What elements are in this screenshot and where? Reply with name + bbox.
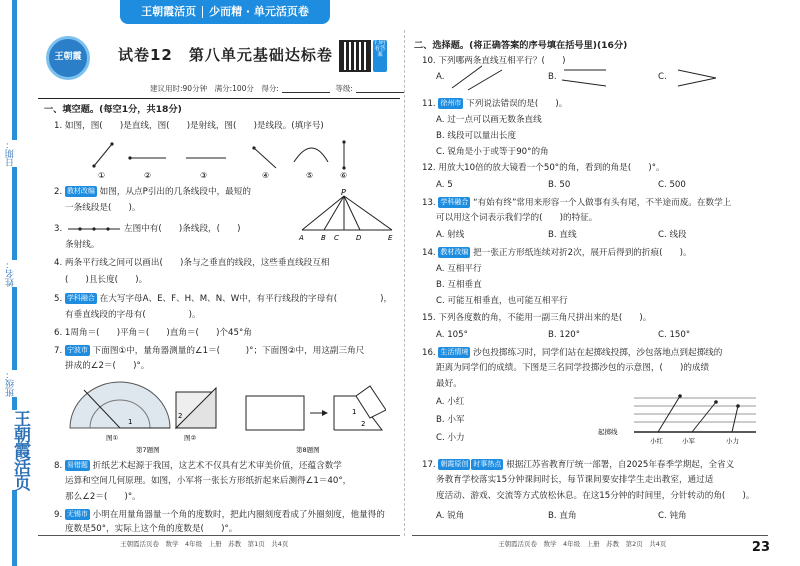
exam-meta xyxy=(150,84,407,94)
q17-text: 17. 朝霞原创 时事热点 根据江苏省教育厅统一部署，自2025年春季学期起，全省义 xyxy=(422,460,735,470)
banner-brand: 王朝霞活页 xyxy=(141,4,197,18)
q10-figures xyxy=(446,62,746,92)
q13-opt-a[interactable]: A. 射线 xyxy=(436,230,465,240)
q14-opt-b[interactable]: B. 互相垂直 xyxy=(436,280,482,290)
q17-tag2: 时事热点 xyxy=(473,460,502,468)
q5-text: 5. 学科融合 在大写字母A、E、F、H、M、N、W中，有平行线段的字母有( )， xyxy=(54,294,393,304)
q15-opt-b[interactable]: B. 120° xyxy=(548,330,581,340)
q14-opt-a[interactable]: A. 互相平行 xyxy=(436,264,482,274)
q17-line3: 度活动、游戏、交流等方式放松休息。在这15分钟的时间里，分针转动的角( )。 xyxy=(436,491,755,501)
q10-text: 10. 下列哪两条直线互相平行？( ) xyxy=(422,56,566,66)
column-divider xyxy=(404,30,405,536)
q13-text: 13. 学科融合 “有始有终”常用来形容一个人做事有头有尾，不半途而废。在数学上 xyxy=(422,198,732,208)
point-c: C xyxy=(334,234,339,242)
q2-text: 2. 教材改编 如图，从点P引出的几条线段中，最短的 xyxy=(54,187,251,197)
level-blank[interactable] xyxy=(356,92,404,93)
q17-line2: 务教育学校落实15分钟课间时长，每节课间要安排学生走出教室，通过适 xyxy=(436,475,714,485)
fig7-sub2: 图② xyxy=(184,434,197,442)
q16-line1: 沙包投掷练习时，同学们站在起掷线投掷，沙包落地点到起掷线的 xyxy=(473,348,723,358)
publisher-logo xyxy=(46,36,90,80)
q1-text: 1. 如图，图( )是直线，图( )是射线，图( )是线段。(填序号) xyxy=(54,121,324,131)
q13-line2: 可以用这个词表示我们学的( )的特征。 xyxy=(436,213,598,223)
footer-rule-left xyxy=(38,535,400,536)
q11-opt-a[interactable]: A. 过一点可以画无数条直线 xyxy=(436,115,542,125)
q12-opt-b[interactable]: B. 50 xyxy=(548,180,571,190)
class-label: 班级： xyxy=(6,370,24,397)
name-xiaohong: 小红 xyxy=(650,437,663,445)
page-number: 23 xyxy=(751,540,770,555)
footer-right: 王朝霞活页卷 数学 4年级 上册 苏教 第2页 共4页 xyxy=(498,540,667,548)
q15-text: 15. 下列各度数的角，不能用一副三角尺拼出来的是( )。 xyxy=(422,313,652,323)
q16-opt-c[interactable]: C. 小力 xyxy=(436,433,465,443)
q16-text: 16. 生活情境 沙包投掷练习时，同学们站在起掷线投掷，沙包落地点到起掷线的 xyxy=(422,348,723,358)
svg-text:2: 2 xyxy=(361,420,366,428)
q8-line3: 那么∠2＝( )°。 xyxy=(65,492,141,502)
fig-label-2: ② xyxy=(144,171,152,180)
q15-opt-c[interactable]: C. 150° xyxy=(658,330,691,340)
point-a: A xyxy=(299,234,304,242)
q4-line2: ( )且长度( )。 xyxy=(65,275,148,285)
fig-label-6: ⑥ xyxy=(340,171,348,180)
q17-opt-a[interactable]: A. 锐角 xyxy=(436,511,465,521)
name-label: 姓名： xyxy=(6,260,24,287)
fig-label-4: ④ xyxy=(262,171,270,180)
q8-tag: 易错题 xyxy=(66,461,88,469)
point-b: B xyxy=(321,234,326,242)
qr-code-icon[interactable] xyxy=(339,40,371,72)
q3-text: 左图中有( )条线段，( ) xyxy=(124,224,241,234)
q5-line2: 有垂直线段的字母有( )。 xyxy=(65,310,201,320)
qr-tag: 扫码看答案 xyxy=(373,40,387,72)
spine-brand: 王朝霞活页 xyxy=(2,410,28,490)
fig-label-3: ③ xyxy=(200,171,208,180)
q12-opt-c[interactable]: C. 500 xyxy=(658,180,686,190)
footer-left: 王朝霞活页卷 数学 4年级 上册 苏教 第1页 共4页 xyxy=(120,540,289,548)
name-xiaojun: 小军 xyxy=(682,437,695,445)
q7-line2: 拼成的∠2＝( )°。 xyxy=(65,361,150,371)
q11-tag: 徐州市 xyxy=(440,99,462,107)
q7-line1: 下面图①中，量角器测量的∠1＝( )°；下面图②中，用这副三角尺 xyxy=(92,346,365,356)
svg-text:2: 2 xyxy=(178,412,183,420)
meta-level: 等级: xyxy=(335,84,353,93)
banner-separator xyxy=(202,6,203,18)
q3-num: 3. xyxy=(54,224,63,234)
q8-line2: 运算和空间几何原理。如图，小军将一张长方形纸折起来后测得∠1＝40°， xyxy=(65,476,352,486)
q4-line1: 4. 两条平行线之间可以画出( )条与之垂直的线段，这些垂直线段互相 xyxy=(54,258,330,268)
q17-line1: 根据江苏省教育厅统一部署，自2025年春季学期起，全省义 xyxy=(506,460,735,470)
q17-opt-b[interactable]: B. 直角 xyxy=(548,511,577,521)
point-e: E xyxy=(388,234,393,242)
header-rule xyxy=(38,98,400,99)
q14-text: 14. 教材改编 把一张正方形纸连续对折2次，展开后得到的折痕( )。 xyxy=(422,248,692,258)
footer-rule-right xyxy=(412,535,768,536)
q8-text: 8. 易错题 折纸艺术起源于我国，这艺术不仅具有艺术审美价值，还蕴含数学 xyxy=(54,461,342,471)
q17-opt-c[interactable]: C. 钝角 xyxy=(658,511,687,521)
q2-figure xyxy=(296,188,398,244)
q16-opt-a[interactable]: A. 小红 xyxy=(436,397,465,407)
q10-opt-a[interactable]: A. xyxy=(436,72,445,82)
score-blank[interactable] xyxy=(282,92,330,93)
q14-opt-c[interactable]: C. 可能互相垂直，也可能互相平行 xyxy=(436,296,568,306)
q3-figure xyxy=(66,223,122,235)
q10-opt-b[interactable]: B. xyxy=(548,72,557,82)
q5-line1: 在大写字母A、E、F、H、M、N、W中，有平行线段的字母有( )， xyxy=(99,294,393,304)
q9-text: 9. 无锡市 小明在用量角器量一个角的度数时，把此内圈刻度看成了外圈刻度，他量得的 xyxy=(54,510,385,520)
svg-text:1: 1 xyxy=(352,408,357,416)
q13-line1: “有始有终”常用来形容一个人做事有头有尾，不半途而废。在数学上 xyxy=(473,198,732,208)
q13-opt-c[interactable]: C. 线段 xyxy=(658,230,687,240)
q17-tag1: 朝霞原创 xyxy=(440,460,469,468)
meta-info: 建议用时:90分钟 满分:100分 得分: xyxy=(150,84,279,93)
q2-tag: 教材改编 xyxy=(66,187,95,195)
q11-opt-c[interactable]: C. 锐角是小于或等于90°的角 xyxy=(436,147,549,157)
fig-label-5: ⑤ xyxy=(306,171,314,180)
q5-tag: 学科融合 xyxy=(66,294,95,302)
q2-line2: 一条线段是( )。 xyxy=(65,203,141,213)
fig-label-1: ① xyxy=(98,171,106,180)
q13-tag: 学科融合 xyxy=(440,198,469,206)
q7-q8-figures xyxy=(66,378,386,456)
name-xiaoli: 小力 xyxy=(726,437,739,445)
q2-line1: 如图，从点P引出的几条线段中，最短的 xyxy=(99,187,251,197)
q16-line3: 最好。 xyxy=(436,379,462,389)
q1-figure xyxy=(88,136,358,182)
q15-opt-a[interactable]: A. 105° xyxy=(436,330,468,340)
q6-text: 6. 1周角＝( )平角＝( )直角＝( )个45°角 xyxy=(54,328,252,338)
fig8-caption: 第8题图 xyxy=(296,446,320,454)
q9-line1: 小明在用量角器量一个角的度数时，把此内圈刻度看成了外圈刻度，他量得的 xyxy=(92,510,385,520)
q7-text: 7. 宁波市 下面图①中，量角器测量的∠1＝( )°；下面图②中，用这副三角尺 xyxy=(54,346,365,356)
top-banner xyxy=(120,0,330,24)
q16-figure xyxy=(596,388,766,446)
section2-title: 二、选择题。(将正确答案的序号填在括号里)(16分) xyxy=(414,40,628,51)
q16-line2: 距离为同学们的成绩。下图是三名同学投掷沙包的示意图，( )的成绩 xyxy=(436,363,710,373)
q10-opt-c[interactable]: C. xyxy=(658,72,667,82)
banner-subtitle: 少而精 · 单元活页卷 xyxy=(209,4,309,18)
throw-line-label: 起掷线 xyxy=(598,428,618,436)
q16-opt-b[interactable]: B. 小军 xyxy=(436,415,465,425)
q11-opt-b[interactable]: B. 线段可以量出长度 xyxy=(436,131,517,141)
q13-opt-b[interactable]: B. 直线 xyxy=(548,230,577,240)
logo-text: 王朝霞 xyxy=(54,52,82,63)
point-d: D xyxy=(356,234,362,242)
date-label: 日期： xyxy=(6,140,24,167)
q16-tag: 生活情境 xyxy=(440,348,469,356)
binding-spine xyxy=(0,0,30,566)
page-title: 试卷12 第八单元基础达标卷 xyxy=(118,46,333,64)
q14-tag: 教材改编 xyxy=(440,248,469,256)
q9-line2: 度数是50°，实际上这个角的度数是( )°。 xyxy=(65,524,238,534)
section1-title: 一、填空题。(每空1分，共18分) xyxy=(44,104,182,115)
q12-text: 12. 用放大10倍的放大镜看一个50°的角，看到的角是( )°。 xyxy=(422,163,665,173)
q14-line: 把一张正方形纸连续对折2次，展开后得到的折痕( )。 xyxy=(473,248,692,258)
q3-text2: 条射线。 xyxy=(65,240,100,250)
q7-tag: 宁波市 xyxy=(66,346,88,354)
q11-text: 11. 徐州市 下列说法错误的是( )。 xyxy=(422,99,568,109)
point-p: P xyxy=(341,188,346,197)
q8-line1: 折纸艺术起源于我国，这艺术不仅具有艺术审美价值，还蕴含数学 xyxy=(92,461,342,471)
q12-opt-a[interactable]: A. 5 xyxy=(436,180,453,190)
fig7-sub1: 图① xyxy=(106,434,119,442)
q9-tag: 无锡市 xyxy=(66,510,88,518)
fig7-caption: 第7题图 xyxy=(136,446,160,454)
q11-line: 下列说法错误的是( )。 xyxy=(466,99,568,109)
svg-text:1: 1 xyxy=(128,418,133,426)
